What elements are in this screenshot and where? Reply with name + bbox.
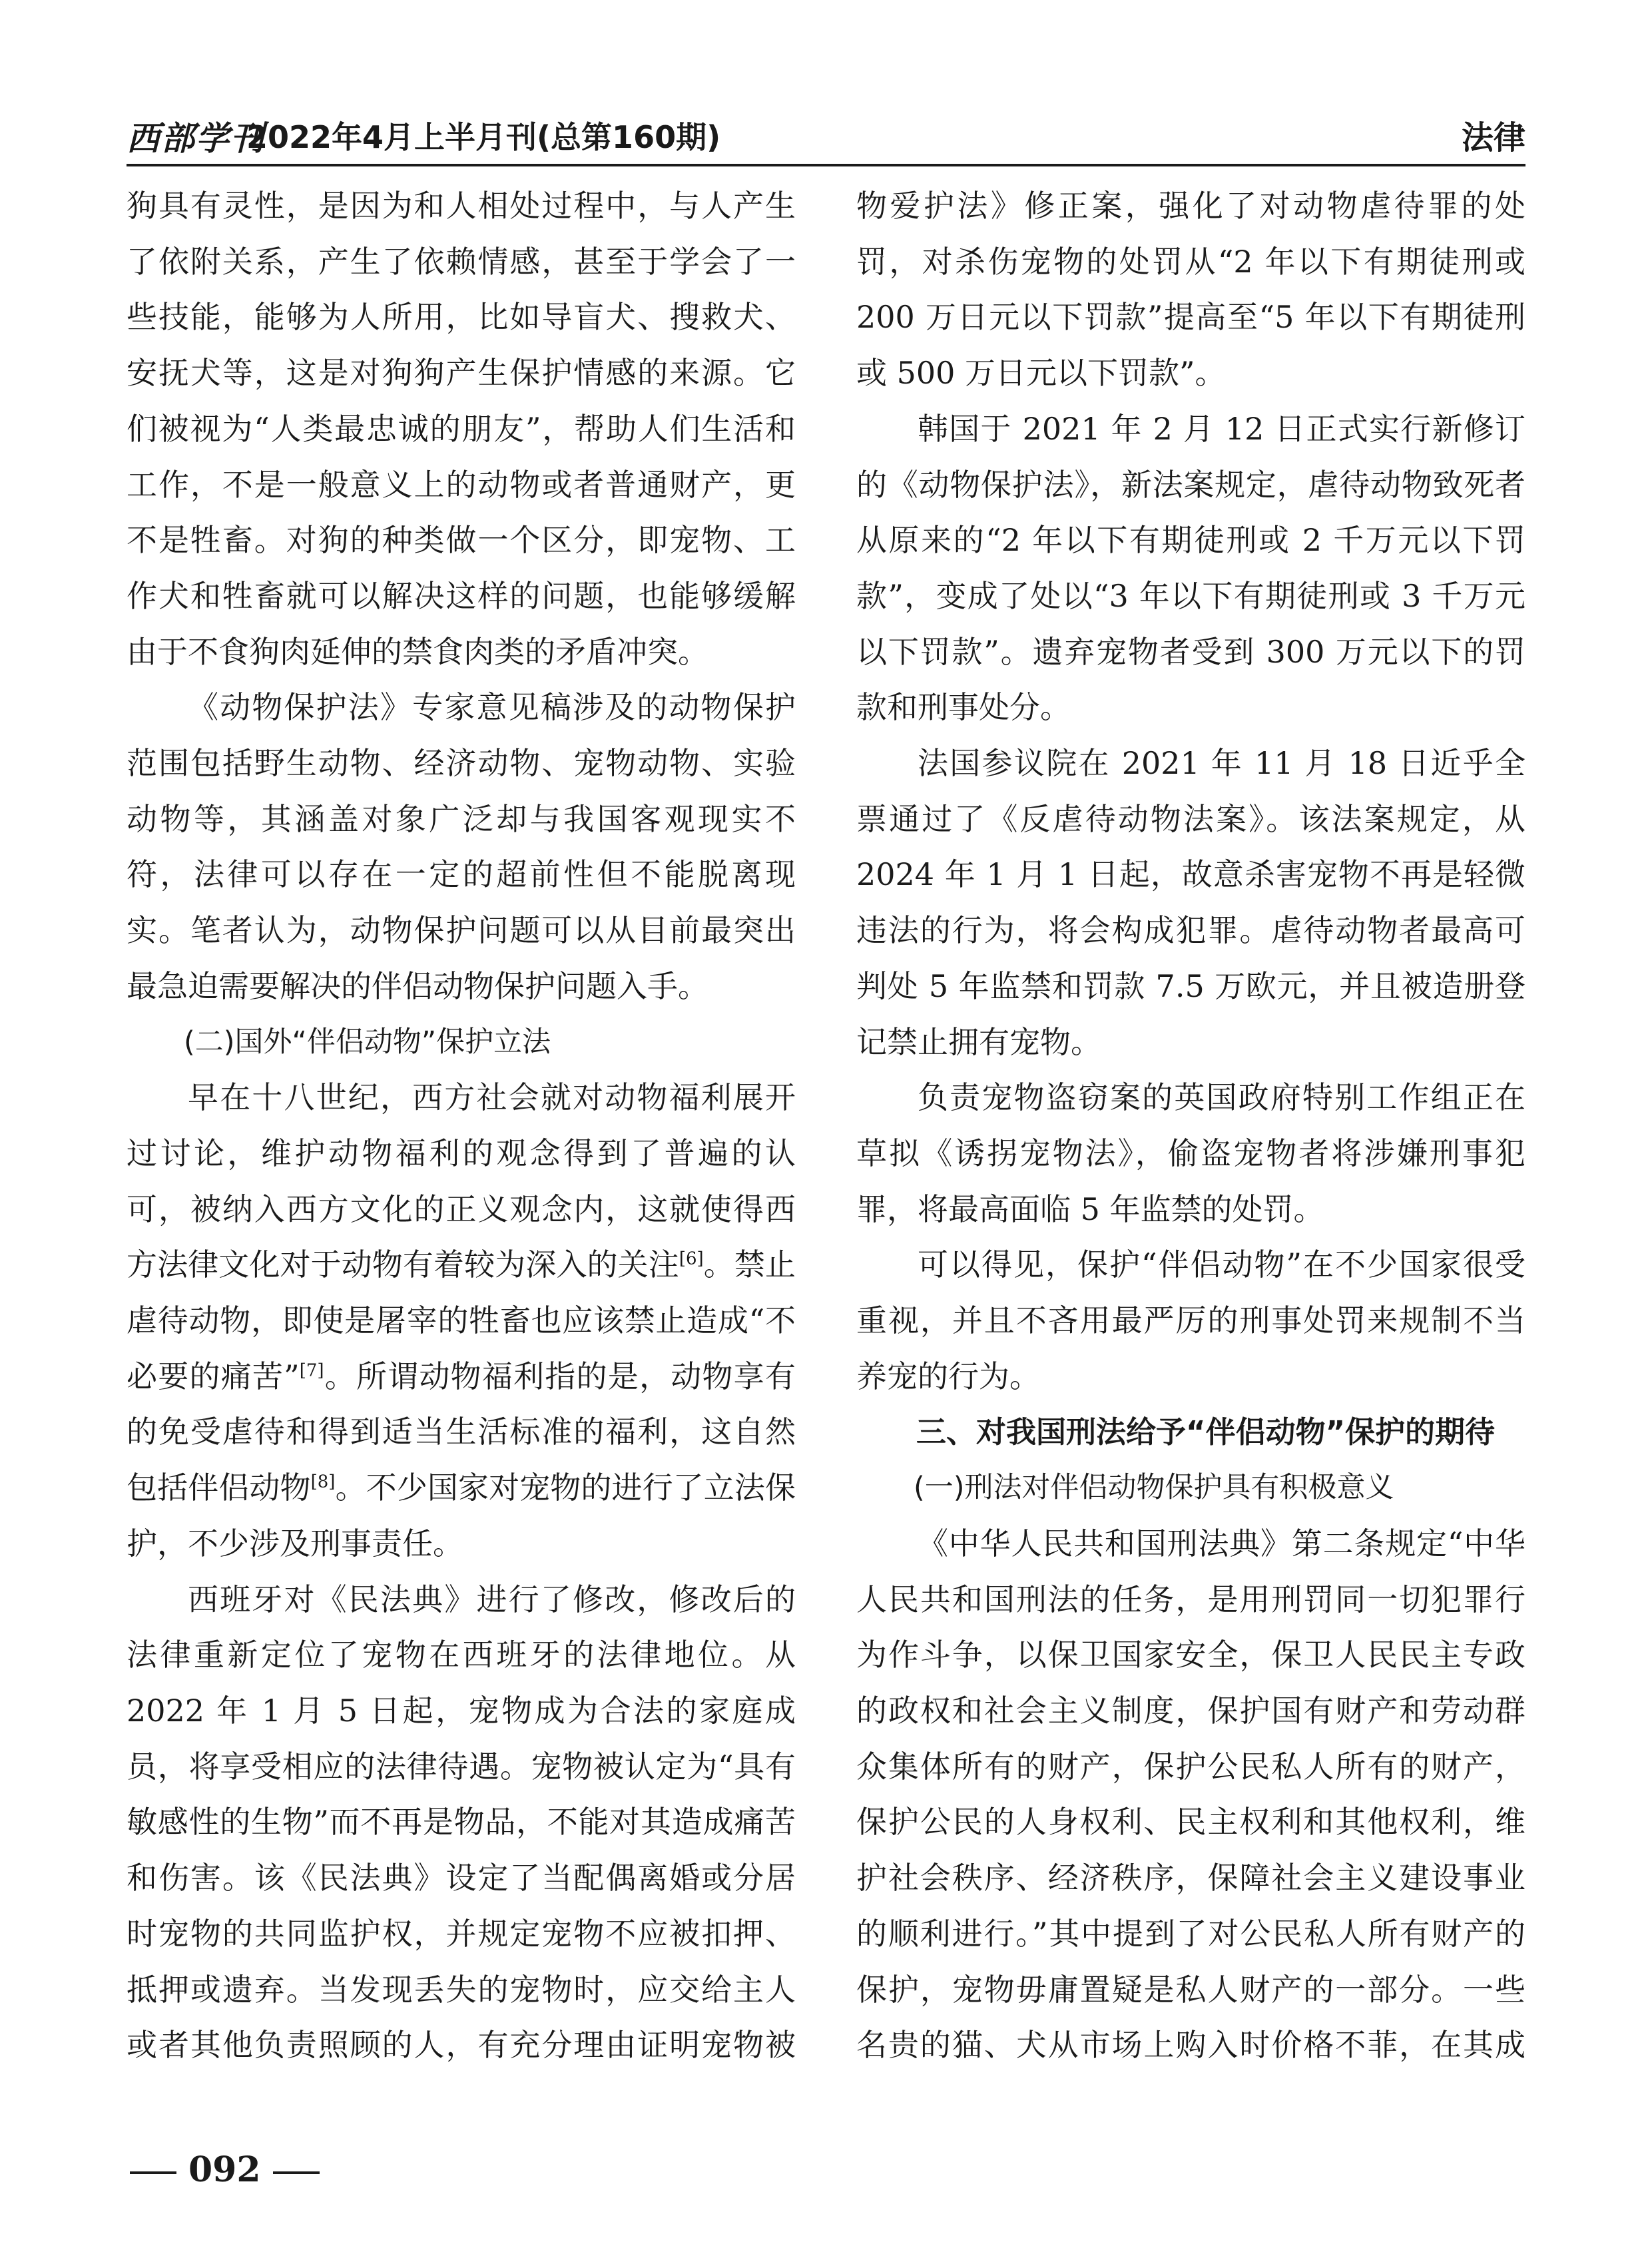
page-number bbox=[130, 2149, 332, 2190]
paragraph: 韩国于 2021 年 2 月 12 日正式实行新修订的《动物保护法》，新法案规定，虐待动物致死者从原来的“2 年以下有期徒刑或 2 千万元以下罚款”，变成了处以“3 年以下有期徒刑或 3 千万元以下罚款”。遗弃宠物者受到 300 万元以下的罚款和刑事处分。 bbox=[856, 410, 1525, 726]
journal-logo: 西部学刊 bbox=[127, 119, 265, 158]
paragraph: 狗具有灵性，是因为和人相处过程中，与人产生了依附关系，产生了依赖情感，甚至于学会了一些技能，能够为人所用，比如导盲犬、搜救犬、安抚犬等，这是对狗狗产生保护情感的来源。它们被视为“人类最忠诚的朋友”，帮助人们生活和工作，不是一般意义上的动物或者普通财产，更不是牲畜。对狗的种类做一个区分，即宠物、工作犬和牲畜就可以解决这样的问题，也能够缓解由于不食狗肉延伸的禁食肉类的矛盾冲突。 bbox=[127, 188, 796, 670]
right-column bbox=[856, 178, 1525, 2063]
paragraph: 法国参议院在 2021 年 11 月 18 日近乎全票通过了《反虐待动物法案》。该法案规定，从 2024 年 1 月 1 日起，故意杀害宠物不再是轻微违法的行为，将会构成犯罪。虐待动物者最高可判处 5 年监禁和罚款 7.5 万欧元，并且被造册登记禁止拥有宠物。 bbox=[856, 745, 1525, 1060]
citation: [6] bbox=[679, 1249, 704, 1270]
paragraph bbox=[127, 1070, 796, 1571]
paragraph: 物爱护法》修正案，强化了对动物虐待罪的处罚，对杀伤宠物的处罚从“2 年以下有期徒刑或 200 万日元以下罚款”提高至“5 年以下有期徒刑或 500 万日元以下罚款”。 bbox=[856, 188, 1525, 392]
header-rule bbox=[127, 164, 1525, 166]
paragraph-text: 。禁止虐待动物，即使是屠宰的牲畜也应该禁止造成“不必要的痛苦” bbox=[127, 1247, 796, 1394]
dash-left bbox=[130, 2171, 176, 2174]
paragraph: 负责宠物盗窃案的英国政府特别工作组正在草拟《诱拐宠物法》，偷盗宠物者将涉嫌刑事犯罪，将最高面临 5 年监禁的处罚。 bbox=[856, 1079, 1525, 1227]
issue-info: 2022年4月上半月刊(总第160期) bbox=[246, 119, 721, 155]
paragraph: 《动物保护法》专家意见稿涉及的动物保护范围包括野生动物、经济动物、宠物动物、实验动物等，其涵盖对象广泛却与我国客观现实不符，法律可以存在一定的超前性但不能脱离现实。笔者认为，动物保护问题可以从目前最突出最急迫需要解决的伴侣动物保护问题入手。 bbox=[127, 689, 796, 1004]
section-heading: 三、对我国刑法给予“伴侣动物”保护的期待 bbox=[916, 1414, 1496, 1450]
citation: [7] bbox=[299, 1360, 324, 1381]
paragraph-text: 。所谓动物福利指的是，动物享有的免受虐待和得到适当生活标准的福利，这自然包括伴侣动物 bbox=[127, 1358, 796, 1506]
running-header bbox=[127, 107, 1525, 160]
left-column bbox=[127, 178, 796, 2063]
section-name: 法律 bbox=[1461, 119, 1525, 156]
paragraph: 《中华人民共和国刑法典》第二条规定“中华人民共和国刑法的任务，是用刑罚同一切犯罪行为作斗争，以保卫国家安全，保卫人民民主专政的政权和社会主义制度，保护国有财产和劳动群众集体所有的财产，保护公民私人所有的财产，保护公民的人身权利、民主权利和其他权利，维护社会秩序、经济秩序，保障社会主义建设事业的顺利进行。”其中提到了对公民私人所有财产的保护，宠物毋庸置疑是私人财产的一部分。一些名贵的猫、犬从市场上购入时价格不菲，在其成 bbox=[856, 1525, 1525, 2063]
subsection-heading: (二)国外“伴侣动物”保护立法 bbox=[184, 1025, 551, 1059]
dash-right bbox=[273, 2171, 320, 2174]
page-number-text: 092 bbox=[188, 2149, 261, 2190]
paragraph-text: 早在十八世纪，西方社会就对动物福利展开过讨论，维护动物福利的观念得到了普遍的认可，被纳入西方文化的正义观念内，这就使得西方法律文化对于动物有着较为深入的关注 bbox=[127, 1079, 796, 1283]
citation: [8] bbox=[310, 1472, 336, 1492]
paragraph-text: 。不少国家对宠物的进行了立法保护，不少涉及刑事责任。 bbox=[127, 1470, 796, 1561]
paragraph: 可以得见，保护“伴侣动物”在不少国家很受重视，并且不吝用最严厉的刑事处罚来规制不当养宠的行为。 bbox=[856, 1247, 1525, 1394]
subsection-heading: (一)刑法对伴侣动物保护具有积极意义 bbox=[914, 1471, 1394, 1505]
paragraph: 西班牙对《民法典》进行了修改，修改后的法律重新定位了宠物在西班牙的法律地位。从 2022 年 1 月 5 日起，宠物成为合法的家庭成员，将享受相应的法律待遇。宠物被认定为“具有敏感性的生物”而不再是物品，不能对其造成痛苦和伤害。该《民法典》设定了当配偶离婚或分居时宠物的共同监护权，并规定宠物不应被扣押、抵押或遗弃。当发现丢失的宠物时，应交给主人或者其他负责照顾的人，有充分理由证明宠物被 bbox=[127, 1581, 796, 2063]
